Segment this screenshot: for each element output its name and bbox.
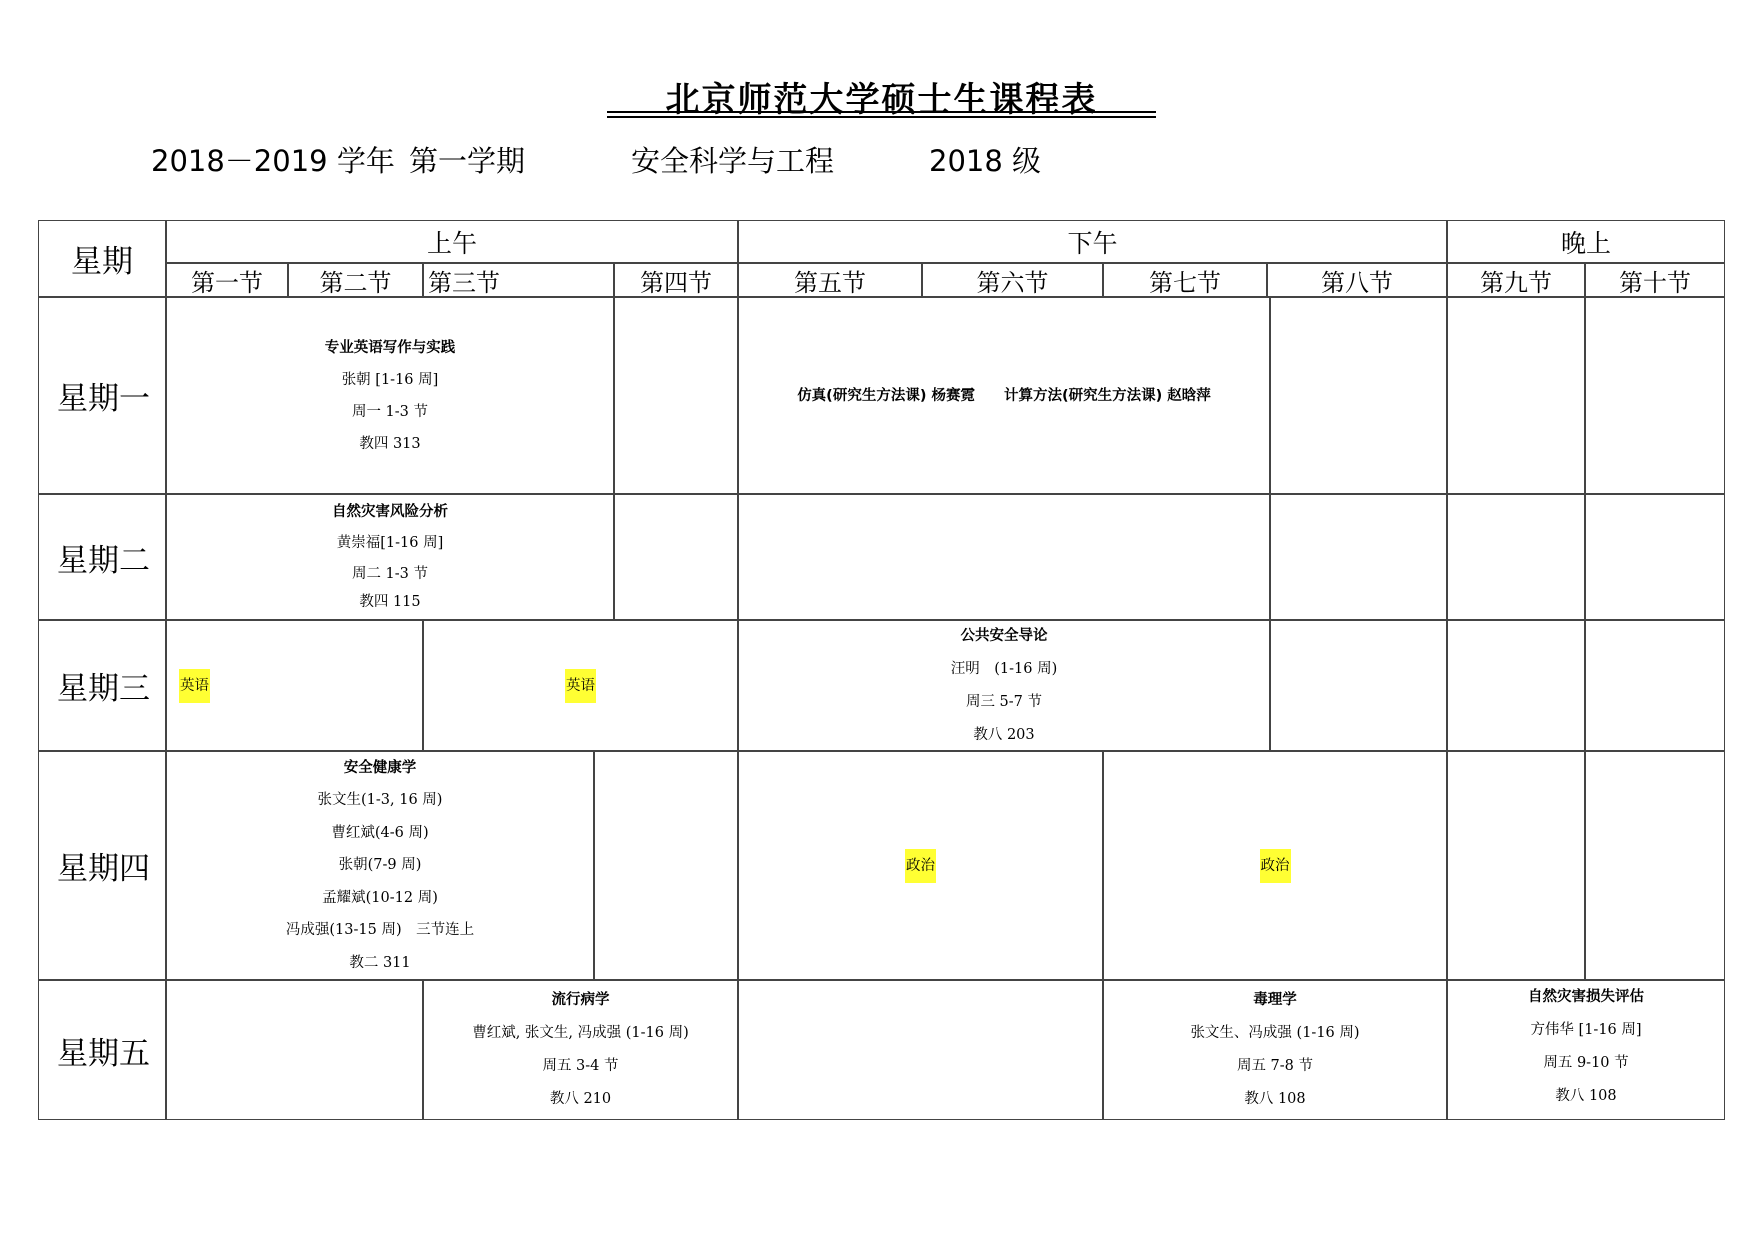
- course-teacher: 张文生(1-3, 16 周): [317, 792, 443, 809]
- empty-cell: [1270, 494, 1447, 620]
- course-room: 教八 108: [1244, 1091, 1306, 1107]
- header-morning: 上午: [166, 220, 738, 263]
- empty-cell: [1585, 494, 1725, 620]
- course-time: 周二 1-3 节: [351, 566, 429, 582]
- day-label-tue: 星期二: [38, 494, 166, 620]
- course-cell: [166, 620, 423, 751]
- course-teacher: 孟耀斌(10-12 周): [322, 889, 438, 906]
- course-time: 周五 7-8 节: [1236, 1058, 1314, 1074]
- course-teacher: 黄崇福[1-16 周]: [336, 535, 444, 551]
- course-teacher: 曹红斌, 张文生, 冯成强 (1-16 周): [472, 1025, 689, 1041]
- header-period-6: 第六节: [922, 263, 1103, 297]
- subtitle-major: 安全科学与工程: [631, 144, 835, 178]
- day-label-mon: 星期一: [38, 297, 166, 494]
- course-cell: [1447, 980, 1725, 1120]
- course-cell: [166, 494, 614, 620]
- course-teacher: 张朝(7-9 周): [338, 857, 422, 874]
- course-cell: [738, 297, 1270, 494]
- course-cell: [738, 620, 1270, 751]
- course-title: 仿真(研究生方法课) 杨赛霓 计算方法(研究生方法课) 赵晗萍: [797, 388, 1211, 404]
- course-time: 周三 5-7 节: [965, 693, 1043, 710]
- day-label-fri: 星期五: [38, 980, 166, 1120]
- course-title: 安全健康学: [343, 759, 417, 776]
- empty-cell: [738, 494, 1270, 620]
- course-title: 公共安全导论: [960, 627, 1048, 644]
- empty-cell: [1585, 297, 1725, 494]
- subtitle-term: 第一学期: [409, 144, 526, 178]
- empty-cell: [614, 494, 738, 620]
- course-teacher: 方伟华 [1-16 周]: [1530, 1022, 1642, 1038]
- header-period-4: 第四节: [614, 263, 738, 297]
- empty-cell: [594, 751, 738, 980]
- page-title: 北京师范大学硕士生课程表: [665, 80, 1098, 120]
- empty-cell: [1447, 620, 1585, 751]
- course-title: 自然灾害损失评估: [1528, 989, 1644, 1005]
- highlighted-course: 政治: [905, 849, 936, 883]
- header-afternoon: 下午: [738, 220, 1447, 263]
- course-time: 周一 1-3 节: [351, 403, 429, 420]
- course-cell: [423, 980, 738, 1120]
- subtitle-year: 2018－2019 学年: [151, 144, 395, 178]
- course-title: 自然灾害风险分析: [332, 504, 448, 520]
- highlighted-course: 政治: [1260, 849, 1291, 883]
- course-title: 流行病学: [551, 992, 610, 1008]
- header-period-3: 第三节: [423, 263, 614, 297]
- course-cell: [738, 751, 1103, 980]
- course-room: 教四 115: [359, 594, 421, 610]
- day-label-wed: 星期三: [38, 620, 166, 751]
- highlighted-course: 英语: [565, 669, 596, 703]
- header-evening: 晚上: [1447, 220, 1725, 263]
- header-period-7: 第七节: [1103, 263, 1267, 297]
- empty-cell: [1447, 751, 1585, 980]
- empty-cell: [166, 980, 423, 1120]
- course-teacher: 张朝 [1-16 周]: [341, 371, 439, 388]
- empty-cell: [1447, 494, 1585, 620]
- empty-cell: [1585, 620, 1725, 751]
- course-teacher: 曹红斌(4-6 周): [331, 824, 429, 841]
- course-time: 周五 9-10 节: [1543, 1055, 1629, 1071]
- course-teacher: 汪明 (1-16 周): [950, 660, 1058, 677]
- title-underline: [607, 111, 1156, 118]
- course-cell: [1103, 751, 1447, 980]
- course-room: 教八 108: [1555, 1088, 1617, 1104]
- course-room: 教四 313: [359, 435, 421, 452]
- header-period-5: 第五节: [738, 263, 922, 297]
- empty-cell: [738, 980, 1103, 1120]
- course-room: 教二 311: [349, 954, 411, 971]
- header-period-2: 第二节: [288, 263, 423, 297]
- header-period-1: 第一节: [166, 263, 288, 297]
- course-teacher: 张文生、冯成强 (1-16 周): [1190, 1025, 1360, 1041]
- course-cell: [1103, 980, 1447, 1120]
- course-room: 教八 203: [973, 726, 1035, 743]
- course-title: 专业英语写作与实践: [324, 339, 456, 356]
- empty-cell: [1585, 751, 1725, 980]
- empty-cell: [1447, 297, 1585, 494]
- highlighted-course: 英语: [179, 669, 210, 703]
- header-period-8: 第八节: [1267, 263, 1447, 297]
- course-title: 毒理学: [1253, 992, 1297, 1008]
- header-period-9: 第九节: [1447, 263, 1585, 297]
- course-teacher: 冯成强(13-15 周) 三节连上: [285, 922, 475, 939]
- header-period-10: 第十节: [1585, 263, 1725, 297]
- header-day: 星期: [38, 220, 166, 297]
- course-cell: [166, 297, 614, 494]
- empty-cell: [614, 297, 738, 494]
- empty-cell: [1270, 297, 1447, 494]
- course-time: 周五 3-4 节: [542, 1058, 619, 1074]
- empty-cell: [1270, 620, 1447, 751]
- course-cell: [166, 751, 594, 980]
- course-cell: [423, 620, 738, 751]
- subtitle-grade: 2018 级: [929, 144, 1042, 178]
- course-room: 教八 210: [549, 1091, 612, 1107]
- day-label-thu: 星期四: [38, 751, 166, 980]
